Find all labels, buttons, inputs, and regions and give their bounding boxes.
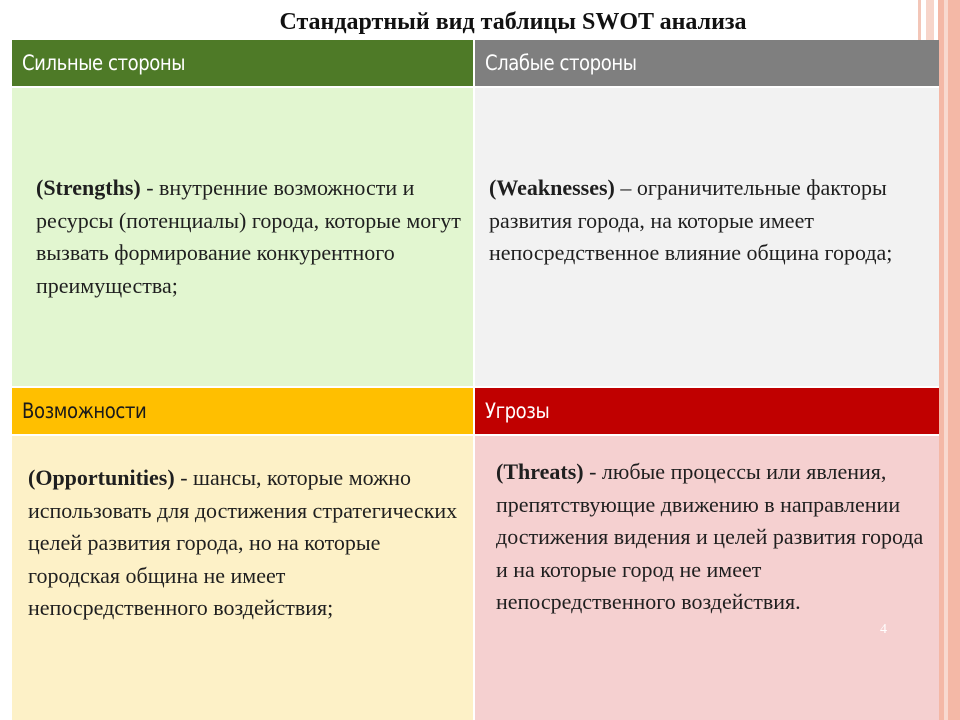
threats-cell xyxy=(475,436,939,720)
weaknesses-term: (Weaknesses) xyxy=(489,175,615,200)
strengths-term: (Strengths) xyxy=(36,175,141,200)
threats-text: - любые процессы или явления, препятствующие движению в направлении достижения видения и целей развития города и на которые город не имеет непосредственного воздействия. xyxy=(496,459,924,614)
threats-header-label: Угрозы xyxy=(485,399,550,423)
strengths-cell xyxy=(12,88,473,386)
opportunities-header-label: Возможности xyxy=(22,399,147,423)
weaknesses-cell xyxy=(475,88,939,386)
page-number: 4 xyxy=(880,622,887,637)
weaknesses-text: – ограничительные факторы развития города, на которые имеет непосредственное влияние община города; xyxy=(489,175,893,265)
strengths-header xyxy=(12,40,473,86)
swot-table xyxy=(12,40,939,720)
slide-border-stripe xyxy=(944,0,948,720)
weaknesses-header-label: Слабые стороны xyxy=(485,51,637,75)
opportunities-cell xyxy=(12,436,473,720)
threats-term: (Threats) xyxy=(496,459,584,484)
opportunities-text: - шансы, которые можно использовать для достижения стратегических целей развития города, но на которые городская община не имеет непосредственного воздействия; xyxy=(28,465,458,620)
threats-header xyxy=(475,388,939,434)
weaknesses-header xyxy=(475,40,939,86)
strengths-text: - внутренние возможности и ресурсы (потенциалы) города, которые могут вызвать формирование конкурентного преимущества; xyxy=(36,175,461,298)
slide-border-stripe xyxy=(938,0,960,720)
opportunities-term: (Opportunities) xyxy=(28,465,175,490)
strengths-header-label: Сильные стороны xyxy=(22,51,186,75)
slide-title: Стандартный вид таблицы SWOT анализа xyxy=(279,9,747,35)
opportunities-header xyxy=(12,388,473,434)
